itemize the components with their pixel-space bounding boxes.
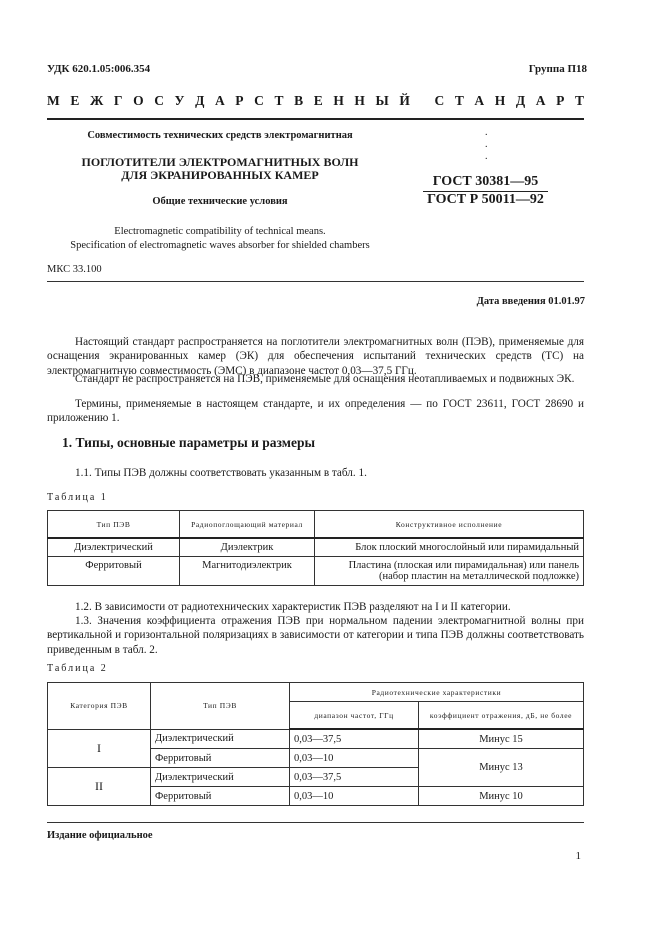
- banner-letter: А: [474, 93, 485, 108]
- category-cell: II: [48, 768, 151, 806]
- page-number: 1: [575, 850, 581, 862]
- table-cell: Минус 13: [419, 749, 584, 787]
- paragraph-1-3: 1.3. Значения коэффициента отражения ПЭВ при нормальном падении электромагнитной волны при вертикальной и горизонтальной поляризациях в зависимости от категории и типа ПЭВ должны соответствовать приведенным в табл. 2.: [47, 615, 584, 656]
- banner-letter: Н: [354, 93, 365, 108]
- banner-letter: Ы: [375, 93, 389, 108]
- divider: [47, 281, 584, 282]
- table-row: [48, 538, 584, 557]
- banner-letter: С: [154, 93, 164, 108]
- table-cell: Блок плоский многослойный или пирамидальный: [315, 538, 584, 557]
- paragraph-exclusion: Стандарт не распространяется на ПЭВ, применяемые для оснащения неотапливаемых и подвижных ЭК.: [75, 373, 575, 385]
- table-cell: Ферритовый: [151, 749, 290, 768]
- banner-letter: С: [254, 93, 264, 108]
- table-cell: 0,03—10: [290, 749, 419, 768]
- table2-header-refl: коэффициент отражения, дБ, не более: [419, 702, 584, 730]
- document-title-line1: ПОГЛОТИТЕЛИ ЭЛЕКТРОМАГНИТНЫХ ВОЛН: [81, 155, 359, 169]
- table-cell: 0,03—10: [290, 787, 419, 806]
- mks-code: МКС 33.100: [47, 264, 102, 275]
- group-code: Группа П18: [528, 63, 587, 75]
- table-cell: Ферритовый: [48, 557, 180, 586]
- english-title-line2: Specification of electromagnetic waves absorber for shielded chambers: [70, 240, 370, 251]
- gost-number-2: ГОСТ Р 50011—92: [427, 192, 544, 207]
- table1-header-material: Радиопоглощающий материал: [180, 511, 315, 539]
- banner-letter: Е: [313, 93, 323, 108]
- banner-letter: М: [47, 93, 60, 108]
- banner-letter: [421, 93, 424, 109]
- banner-letter: Н: [494, 93, 506, 108]
- table-cell: Магнитодиэлектрик: [180, 557, 315, 586]
- table-row: [48, 557, 584, 586]
- table-cell: Диэлектрический: [48, 538, 180, 557]
- table2-header-type: Тип ПЭВ: [151, 683, 290, 730]
- table-cell: Ферритовый: [151, 787, 290, 806]
- banner-letter: В: [294, 93, 304, 108]
- banner-letter: Е: [70, 93, 80, 108]
- table-cell: 0,03—37,5: [290, 729, 419, 749]
- table-2: [47, 682, 584, 806]
- table-cell: Диэлектрический: [151, 729, 290, 749]
- document-subtitle: Совместимость технических средств электромагнитная: [87, 130, 353, 141]
- table-cell: Минус 10: [419, 787, 584, 806]
- header-rule: [47, 118, 584, 120]
- category-cell: I: [48, 729, 151, 768]
- banner-letter: Т: [454, 93, 464, 108]
- table2-label: Таблица 2: [47, 663, 108, 674]
- banner-letter: Ж: [89, 93, 104, 108]
- banner-letter: Н: [333, 93, 344, 108]
- table-cell: Минус 15: [419, 729, 584, 749]
- table-cell: Диэлектрический: [151, 768, 290, 787]
- udk-code: УДК 620.1.05:006.354: [47, 63, 151, 75]
- paragraph-terms: Термины, применяемые в настоящем стандарте, и их определения — по ГОСТ 23611, ГОСТ 28690 и приложению 1.: [47, 398, 584, 425]
- banner-letter: Й: [399, 93, 410, 108]
- table-cell: Пластина (плоская или пирамидальная) или панель (набор пластин на металлической подложке): [315, 557, 584, 586]
- table-row: [48, 729, 584, 749]
- banner-letter: У: [174, 93, 185, 108]
- banner-letter: Р: [235, 93, 244, 108]
- table1-header-design: Конструктивное исполнение: [315, 511, 584, 539]
- banner-letter: А: [535, 93, 546, 108]
- gost-number-1: ГОСТ 30381—95: [423, 174, 548, 192]
- footer-rule: [47, 822, 584, 823]
- gost-designation: [423, 174, 548, 208]
- official-edition: Издание официальное: [47, 830, 153, 841]
- section-heading: 1. Типы, основные параметры и размеры: [62, 435, 315, 450]
- document-title: [50, 156, 390, 182]
- banner-letter: Т: [574, 93, 584, 108]
- table-cell: 0,03—37,5: [290, 768, 419, 787]
- banner-letter: А: [214, 93, 225, 108]
- paragraph-1-1: 1.1. Типы ПЭВ должны соответствовать указанным в табл. 1.: [75, 467, 367, 479]
- table2-header-freq: диапазон частот, ГГц: [290, 702, 419, 730]
- banner-letter: Т: [274, 93, 284, 108]
- english-title: [40, 225, 400, 253]
- banner-letter: Р: [556, 93, 565, 108]
- table1-header-type: Тип ПЭВ: [48, 511, 180, 539]
- document-title-line2: ДЛЯ ЭКРАНИРОВАННЫХ КАМЕР: [121, 168, 319, 182]
- margin-dots: . . .: [485, 127, 488, 162]
- table1-label: Таблица 1: [47, 492, 108, 503]
- paragraph-1-2: 1.2. В зависимости от радиотехнических характеристик ПЭВ разделяют на I и II категории.: [75, 601, 511, 613]
- banner-letter: С: [434, 93, 445, 108]
- banner-letter: О: [133, 93, 144, 108]
- banner-letter: Д: [195, 93, 205, 108]
- table-1: [47, 510, 584, 586]
- table2-header-group: Радиотехнические характеристики: [290, 683, 584, 702]
- english-title-line1: Electromagnetic compatibility of technical means.: [114, 226, 326, 237]
- banner-letter: Г: [113, 93, 123, 108]
- introduction-date: Дата введения 01.01.97: [476, 296, 585, 307]
- interstate-standard-banner: [47, 93, 584, 109]
- conditions-title: Общие технические условия: [152, 196, 288, 207]
- paragraph-scope: Настоящий стандарт распространяется на поглотители электромагнитных волн (ПЭВ), применяемые для оснащения экранированных камер (ЭК) для обеспечения испытаний технических средств (ТС) на электромагнитную совместимость (ЭМС) в диапазоне частот 0,03—37,5 ГГц.: [47, 336, 584, 377]
- banner-letter: Д: [515, 93, 526, 108]
- table2-header-category: Категория ПЭВ: [48, 683, 151, 730]
- table-cell: Диэлектрик: [180, 538, 315, 557]
